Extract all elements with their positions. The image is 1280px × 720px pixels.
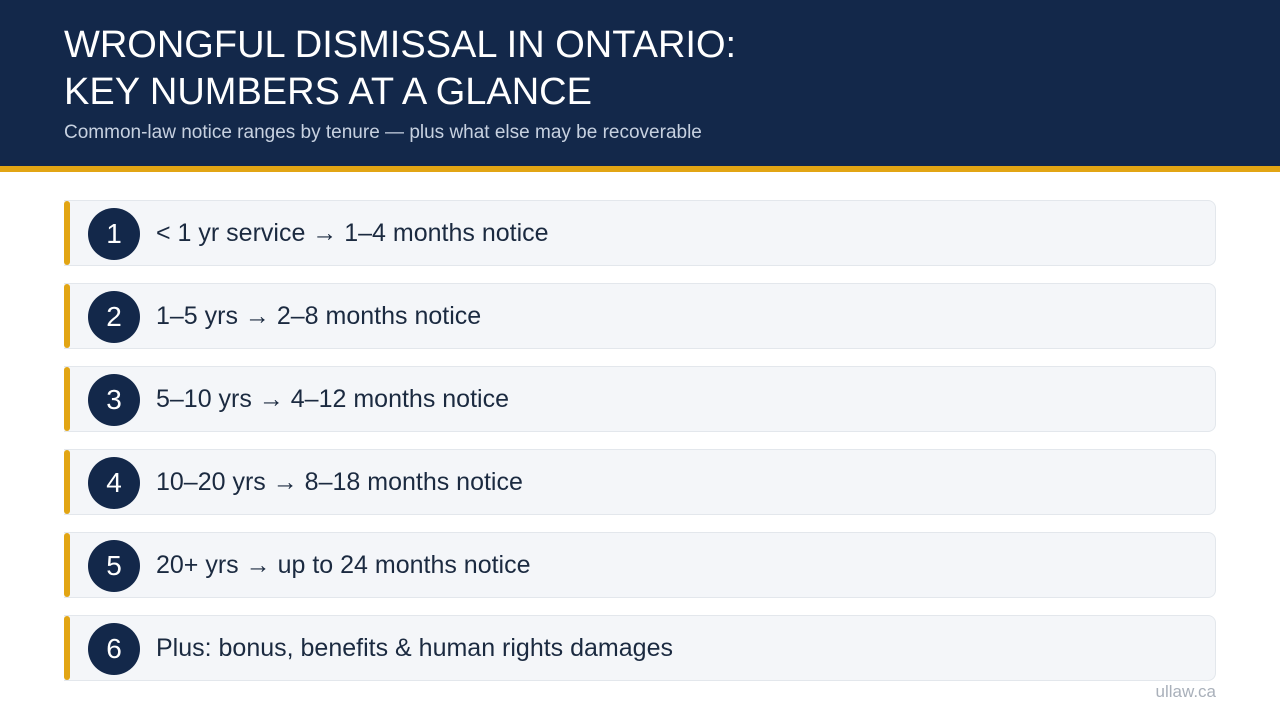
list-item <box>64 449 1216 515</box>
item-number-badge: 5 <box>88 540 140 592</box>
item-number-badge: 6 <box>88 623 140 675</box>
item-text: Plus: bonus, benefits & human rights damages <box>156 634 673 662</box>
list-item <box>64 366 1216 432</box>
item-accent-bar <box>64 616 70 680</box>
item-text: 1–5 yrs → 2–8 months notice <box>156 302 482 330</box>
header-accent-rule <box>0 166 1280 172</box>
page-title <box>64 22 736 116</box>
list-item <box>64 532 1216 598</box>
item-number-badge: 3 <box>88 374 140 426</box>
item-text: 20+ yrs → up to 24 months notice <box>156 551 531 579</box>
item-accent-bar <box>64 450 70 514</box>
item-number-badge: 1 <box>88 208 140 260</box>
notice-range-list <box>64 200 1216 681</box>
title-line-2: KEY NUMBERS AT A GLANCE <box>64 71 592 113</box>
list-item <box>64 615 1216 681</box>
source-footer: ullaw.ca <box>1155 682 1216 701</box>
item-text: < 1 yr service → 1–4 months notice <box>156 219 549 247</box>
item-accent-bar <box>64 201 70 265</box>
title-line-1: WRONGFUL DISMISSAL IN ONTARIO: <box>64 24 737 66</box>
item-accent-bar <box>64 533 70 597</box>
item-number-badge: 4 <box>88 457 140 509</box>
item-text: 10–20 yrs → 8–18 months notice <box>156 468 523 496</box>
item-text: 5–10 yrs → 4–12 months notice <box>156 385 509 413</box>
item-accent-bar <box>64 367 70 431</box>
item-accent-bar <box>64 284 70 348</box>
item-number-badge: 2 <box>88 291 140 343</box>
page-subtitle: Common-law notice ranges by tenure — plus what else may be recoverable <box>64 122 702 143</box>
list-item <box>64 200 1216 266</box>
list-item <box>64 283 1216 349</box>
